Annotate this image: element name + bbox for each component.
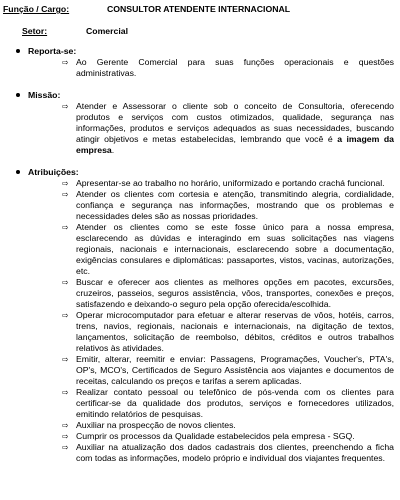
list-item — [16, 420, 394, 431]
reports-to-section — [16, 46, 394, 79]
mission-section — [16, 90, 394, 156]
duty-text: Cumprir os processos da Qualidade estabelecidos pela empresa - SGQ. — [76, 431, 355, 441]
reports-to-heading: Reporta-se: — [28, 46, 77, 56]
duty-text: Auxiliar na atualização dos dados cadastrais dos clientes, preenchendo a ficha com todas as informações, modelo próprio e individual dos viajantes frequentes. — [76, 442, 394, 463]
hollow-right-arrow-icon: ⇨ — [62, 102, 69, 111]
duty-text: Operar microcomputador para efetuar e alterar reservas de vôos, hotéis, carros, trens, navios, regionais, nacionais e internacionais, na digitação de textos, lançamentos, solicitação de reembolso, débitos, créditos e outros trabalhos relativos às atividades. — [76, 310, 394, 353]
duties-section — [16, 167, 394, 464]
hollow-right-arrow-icon: ⇨ — [62, 421, 69, 430]
reports-to-text: Ao Gerente Comercial para suas funções operacionais e questões administrativas. — [76, 57, 394, 78]
sector-label: Setor: — [22, 26, 48, 36]
hollow-right-arrow-icon: ⇨ — [62, 179, 69, 188]
list-item — [16, 101, 394, 156]
mission-end: . — [111, 145, 115, 155]
hollow-right-arrow-icon: ⇨ — [62, 58, 69, 67]
hollow-right-arrow-icon: ⇨ — [62, 388, 69, 397]
duty-text: Auxiliar na prospecção de novos clientes. — [76, 420, 236, 430]
list-item — [16, 222, 394, 277]
list-item — [16, 387, 394, 420]
duty-text: Atender os clientes com cortesia e atenção, transmitindo alegria, cordialidade, confiança e segurança nas informações, mostrando que os problemas e necessidades deles são as nossas prioridades. — [76, 189, 394, 221]
job-title-value: CONSULTOR ATENDENTE INTERNACIONAL — [107, 4, 291, 14]
hollow-right-arrow-icon: ⇨ — [62, 443, 69, 452]
list-item — [16, 431, 394, 442]
sector-row — [22, 26, 392, 38]
list-item — [16, 189, 394, 222]
hollow-right-arrow-icon: ⇨ — [62, 311, 69, 320]
bullet-dot-icon — [16, 170, 20, 174]
list-item — [16, 310, 394, 354]
list-item — [16, 354, 394, 387]
bullet-dot-icon — [16, 93, 20, 97]
mission-emphasis: a imagem da empresa — [76, 134, 394, 155]
duty-text: Emitir, alterar, reemitir e enviar: Passagens, Programações, Voucher's, PTA's, OP's, MCO's, Certificados de Seguro Assistência aos viajantes e documentos de receitas, calculando os preços e tarifas a serem aplicadas. — [76, 354, 394, 386]
mission-text: Atender e Assessorar o cliente sob o conceito de Consultoria, oferecendo produtos e serviços com custos otimizados, qualidade, segurança nas informações, produtos e serviços adequados as suas necessidades, buscando atingir objetivos e metas estabelecidas, lembrando que você é — [76, 101, 394, 144]
mission-heading: Missão: — [28, 90, 61, 100]
hollow-right-arrow-icon: ⇨ — [62, 190, 69, 199]
bullet-dot-icon — [16, 49, 20, 53]
sector-value: Comercial — [86, 26, 129, 36]
list-item — [16, 57, 394, 79]
duty-text: Apresentar-se ao trabalho no horário, uniformizado e portando crachá funcional. — [76, 178, 385, 188]
hollow-right-arrow-icon: ⇨ — [62, 278, 69, 287]
list-item — [16, 442, 394, 464]
duties-heading: Atribuições: — [28, 167, 79, 177]
list-item — [16, 178, 394, 189]
duty-text: Buscar e oferecer aos clientes as melhores opções em pacotes, excursões, cruzeiros, passeios, seguros assistência, vôos, transportes, conexões e preços, satisfazendo e deixando-o seguro pela opção oferecida/escolhida. — [76, 277, 394, 309]
duty-text: Atender os clientes como se este fosse único para a nossa empresa, esclarecendo as dúvidas e interagindo em suas solicitações nas viagens regionais, nacionais e internacionais, esclarecendo sobre a documentação, exigências consulares e diplomáticas: passaportes, vistos, vacinas, autorizações, etc. — [76, 222, 394, 276]
hollow-right-arrow-icon: ⇨ — [62, 432, 69, 441]
duty-text: Realizar contato pessoal ou telefônico de pós-venda com os clientes para certificar-se da qualidade dos produtos, serviços e fornecedores utilizados, emitindo relatórios de pesquisas. — [76, 387, 394, 419]
job-title-row — [3, 4, 397, 16]
hollow-right-arrow-icon: ⇨ — [62, 355, 69, 364]
hollow-right-arrow-icon: ⇨ — [62, 223, 69, 232]
list-item — [16, 277, 394, 310]
job-title-label: Função / Cargo: — [3, 4, 70, 14]
